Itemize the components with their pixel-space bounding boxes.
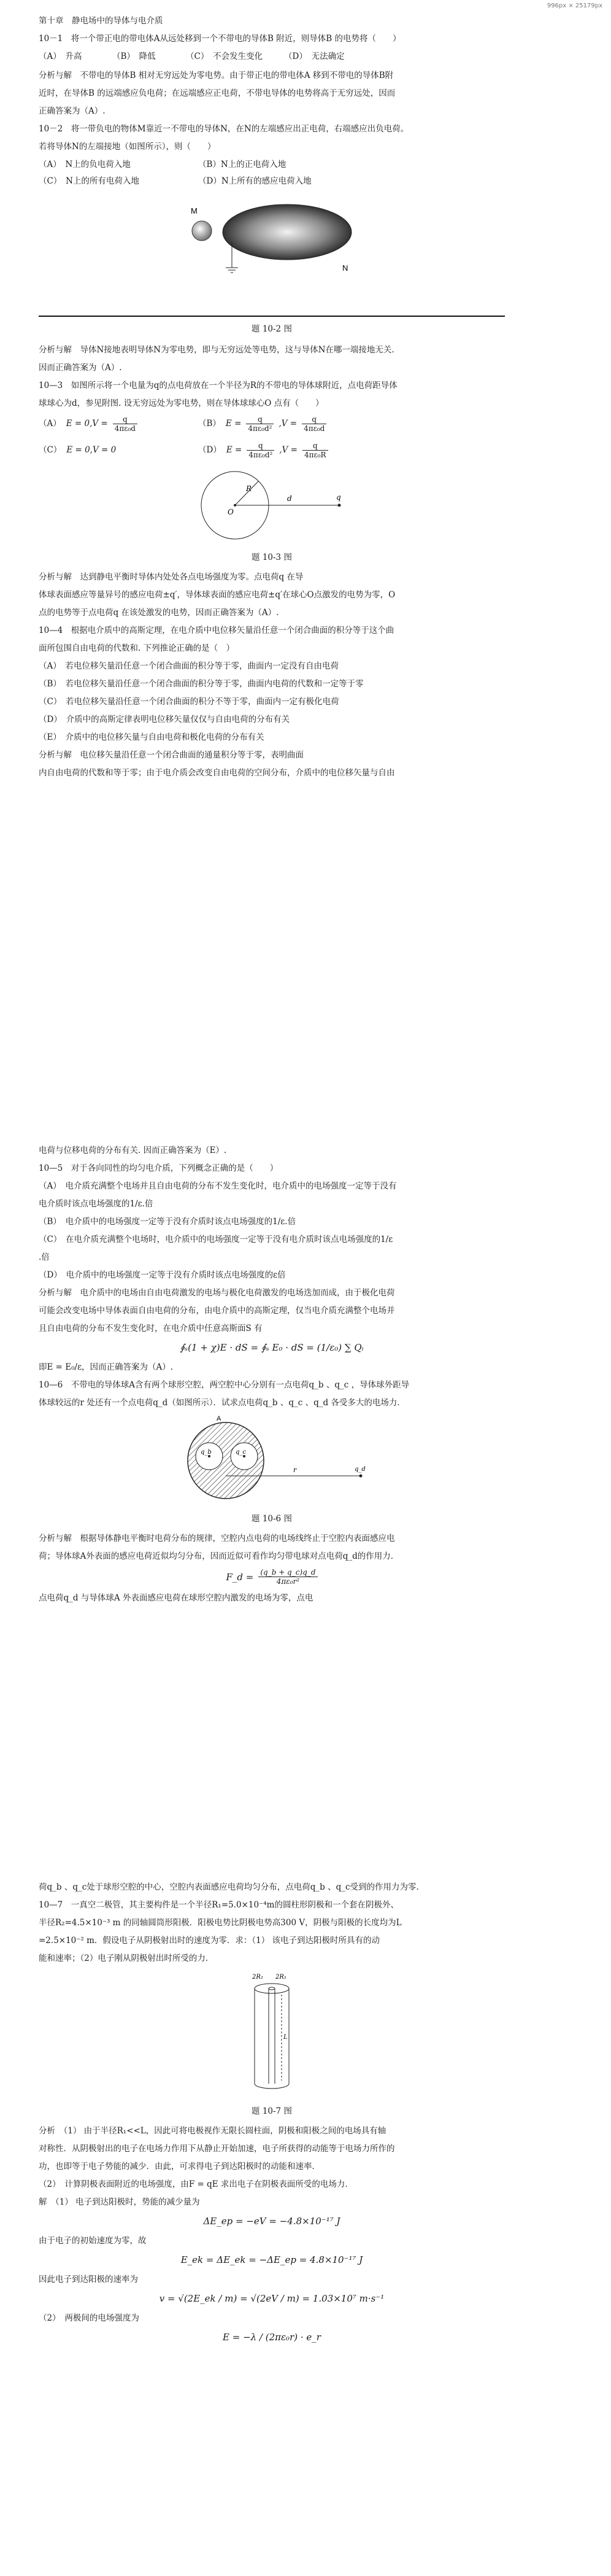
question-10-6-line-1: 10—6 不带电的导体球A含有两个球形空腔，两空腔中心分别有一点电荷q_b 、q_c ，导体球外距导 — [39, 1380, 410, 1390]
option-b: （B） 降低 — [112, 52, 156, 61]
question-10-3-line-2: 球球心为d，参见附图. 设无穷远处为零电势，则在导体球球心O 点有（ ） — [39, 398, 324, 408]
answer-10-5-line-1: 分析与解 电介质中的电场由自由电荷激发的电场与极化电荷激发的电场迭加而成，由于极化电荷 — [39, 1288, 395, 1298]
page-1 — [39, 15, 505, 778]
answer-10-5-conclusion: 即E = E₀/ε，因而正确答案为（A）. — [39, 1362, 174, 1372]
option-c: （C） N上的所有电荷入地 — [39, 176, 139, 186]
option-b: （B） 电介质中的电场强度一定等于没有介质时该点电场强度的1/ε.倍 — [39, 1217, 296, 1227]
option-c: （C） E = 0,V = 0 — [39, 445, 117, 455]
answer-10-1-line-2: 近时，在导体B 的远端感应负电荷；在远端感应正电荷，不带电导体的电势将高于无穷远处，因而 — [39, 88, 396, 98]
answer-10-6-line-2: 荷；导体球A外表面的感应电荷近似均匀分布，因而近似可看作均匀带电球对点电荷q_d的作用力． — [39, 1551, 399, 1561]
option-d: （D） E = $\frac{q}{\text{4πε₀d²}}$ ,V = $\frac{q}{\text{4πε₀R}}$ — [198, 441, 419, 459]
speed-equation: v = √(2E_ek / m) = √(2eV / m) = 1.03×10⁷ m·s⁻¹ — [159, 2293, 385, 2304]
label-n: N — [342, 263, 348, 273]
option-d: （D）N上所有的感应电荷入地 — [198, 176, 312, 186]
question-10-2-line-2: 若将导体N的左端接地（如图所示），则（ ） — [39, 142, 216, 152]
figure-10-3 — [186, 465, 358, 545]
analysis-10-7-line-1: 分析 （1） 由于半径R₁<<L，因此可将电极视作无限长圆柱面，阴极和阳极之间的电场具有轴 — [39, 2126, 386, 2136]
chapter-title: 第十章 静电场中的导体与电介质 — [39, 16, 163, 26]
answer-10-2-line-2: 因而正确答案为（A）. — [39, 363, 122, 373]
field-equation: E = −λ / (2πε₀r) · e_r — [223, 2332, 321, 2343]
answer-10-2-line-1: 分析与解 导体N接地表明导体N为零电势，即与无穷远处等电势，这与导体N在哪一端接地无关. — [39, 345, 394, 355]
options-10-3 — [39, 415, 505, 459]
figure-10-2-caption: 题 10-2 图 — [252, 324, 292, 334]
answer-10-6-line-3: 点电荷q_d 与导体球A 外表面感应电荷在球形空腔内激发的电场为零，点电 — [39, 1593, 313, 1603]
solution-text-2: 因此电子到达阳极的速率为 — [39, 2275, 138, 2284]
anode-top — [255, 1984, 289, 1993]
analysis-10-7-line-4: （2） 计算阴极表面附近的电场强度，由F = qE 求出电子在阴极表面所受的电场力． — [39, 2179, 353, 2189]
option-c-line-2: .倍 — [39, 1252, 50, 1262]
section-rule — [39, 316, 505, 317]
label-r: r — [293, 1466, 297, 1474]
option-e: （E） 介质中的电位移矢量与自由电荷和极化电荷的分布有关 — [39, 732, 264, 742]
option-a: （A） 若电位移矢量沿任意一个闭合曲面的积分等于零，曲面内一定没有自由电荷 — [39, 661, 339, 671]
option-c: （C） 若电位移矢量沿任意一个闭合曲面的积分不等于零，曲面内一定有极化电荷 — [39, 697, 339, 707]
answer-10-3-line-3: 点的电势等于点电荷q 在该处激发的电势，因而正确答案为（A）. — [39, 608, 279, 618]
question-10-7-line-4: 能和速率；（2）电子刚从阴极射出时所受的力． — [39, 1953, 214, 1963]
figure-10-6 — [167, 1414, 376, 1507]
figure-10-3-caption: 题 10-3 图 — [252, 553, 292, 562]
question-10-4-line-1: 10—4 根据电介质中的高斯定理，在电介质中电位移矢量沿任意一个闭合曲面的积分等于这个曲 — [39, 626, 394, 635]
question-10-7-line-1: 10—7 一真空二极管，其主要构件是一个半径R₁=5.0×10⁻⁴m的圆柱形阴极和一个套在阴极外、 — [39, 1900, 399, 1910]
label-a: A — [217, 1415, 221, 1422]
question-10-3-line-1: 10—3 如图所示将一个电量为q的点电荷放在一个半径为R的不带电的导体球附近，点电荷距导体 — [39, 381, 398, 390]
question-10-5: 10—5 对于各向同性的均匀电介质，下列概念正确的是（ ） — [39, 1163, 279, 1173]
question-10-1: 10－1 将一个带正电的带电体A从远处移到一个不带电的导体B 附近，则导体B 的电势将（ ） — [39, 34, 401, 44]
answer-10-5-line-2: 可能会改变电场中导体表面自由电荷的分布，由电介质中的高斯定理，仅当电介质充满整个电场并 — [39, 1306, 395, 1316]
options-10-2 — [39, 158, 505, 188]
label-r: R — [246, 484, 252, 493]
page-gap — [39, 1789, 505, 1881]
label-l: L — [283, 2034, 288, 2041]
cathode-top — [269, 1987, 275, 1990]
point-charge — [338, 504, 341, 507]
document — [39, 15, 505, 2532]
page-size-label: 996px × 25179px — [547, 2, 602, 9]
option-a: （A） E = 0,V = $\frac{q}{\text{4πε₀d}}$ — [39, 415, 198, 433]
option-a: （A） N上的负电荷入地 — [39, 160, 131, 169]
figure-10-7-caption: 题 10-7 图 — [252, 2106, 292, 2116]
sphere-m — [192, 221, 212, 241]
option-b: （B） E = $\frac{q}{\text{4πε₀d²}}$ ,V = $\frac{q}{\text{4πε₀d}}$ — [198, 415, 419, 433]
force-equation: F_d = $\frac{(q\_b + q\_c)q\_d}{\text{4πε₀r²}}$ — [39, 1568, 505, 1586]
option-c-line-1: （C） 在电介质充满整个电场时，电介质中的电场强度一定等于没有电介质时该点电场强度的1/ε — [39, 1235, 393, 1244]
solution-10-7-intro: 解 （1） 电子到达阳极时，势能的减少量为 — [39, 2197, 200, 2207]
page-3 — [39, 1881, 505, 2532]
answer-10-6-line-4: 荷q_b 、q_c处于球形空腔的中心，空腔内表面感应电荷均匀分布，点电荷q_b 、q_c受到的作用力为零. — [39, 1882, 419, 1892]
analysis-10-7-line-2: 对称性．从阴极射出的电子在电场力作用下从静止开始加速，电子所获得的动能等于电场力所作的 — [39, 2144, 395, 2154]
figure-10-2 — [180, 194, 364, 280]
label-m: M — [191, 206, 198, 215]
question-10-2-line-1: 10－2 将一带负电的物体M靠近一不带电的导体N，在N的左端感应出正电荷，右端感应出负电荷。 — [39, 124, 409, 134]
answer-10-3-line-2: 体球表面感应等量异号的感应电荷±q′，导体球表面的感应电荷±q′在球心O点激发的电势为零，O — [39, 590, 396, 600]
option-a-line-2: 电介质时该点电场强度的1/ε.倍 — [39, 1199, 153, 1209]
option-b: （B）N上的正电荷入地 — [198, 160, 286, 169]
option-c: （C） 不会发生变化 — [186, 52, 263, 61]
anode-bottom — [255, 2084, 289, 2089]
figure-10-7 — [235, 1970, 309, 2099]
answer-10-1-line-1: 分析与解 不带电的导体B 相对无穷远处为零电势。由于带正电的带电体A 移到不带电的导体B附 — [39, 71, 394, 80]
answer-10-5-line-3: 且自由电荷的分布不发生变化时，在电介质中任意高斯面S 有 — [39, 1324, 263, 1333]
options-10-1 — [39, 50, 505, 63]
conductor-n — [223, 204, 352, 260]
label-2r1: 2R₁ — [275, 1974, 286, 1980]
solution-text-3: （2） 两极间的电场强度为 — [39, 2313, 139, 2323]
option-d: （D） 介质中的高斯定律表明电位移矢量仅仅与自由电荷的分布有关 — [39, 715, 290, 724]
option-d: （D） 电介质中的电场强度一定等于没有介质时该点电场强度的ε倍 — [39, 1270, 286, 1280]
answer-10-4-line-2: 内自由电荷的代数和等于零；由于电介质会改变自由电荷的空间分布，介质中的电位移矢量与自由 — [39, 768, 395, 778]
option-b: （B） 若电位移矢量沿任意一个闭合曲面的积分等于零，曲面内电荷的代数和一定等于零 — [39, 679, 364, 689]
answer-10-4-line-3: 电荷与位移电荷的分布有关. 因而正确答案为（E）. — [39, 1146, 227, 1155]
option-d: （D） 无法确定 — [284, 52, 345, 61]
answer-10-1-line-3: 正确答案为（A）. — [39, 106, 106, 116]
figure-10-6-caption: 题 10-6 图 — [252, 1514, 292, 1524]
question-10-7-line-3: =2.5×10⁻² m．假设电子从阴极射出时的速度为零．求：（1） 该电子到达阳极时所具有的动 — [39, 1936, 380, 1946]
kinetic-energy-equation: E_ek = ΔE_ek = −ΔE_ep = 4.8×10⁻¹⁷ J — [180, 2254, 363, 2265]
answer-10-6-line-1: 分析与解 根据导体静电平衡时电荷分布的规律，空腔内点电荷的电场线终止于空腔内表面感应电 — [39, 1534, 395, 1543]
solution-text-1: 由于电子的初始速度为零，故 — [39, 2236, 147, 2246]
label-q: q — [336, 493, 341, 502]
question-10-7-line-2: 半径R₂=4.5×10⁻³ m 的同轴圆筒形阳极．阳极电势比阴极电势高300 V，阴极与阳极的长度均为L — [39, 1918, 402, 1928]
label-qd: q_d — [355, 1466, 366, 1473]
label-d: d — [287, 494, 292, 503]
gauss-law-equation: ∮ₛ(1 + χ)E · dS = ∮ₛ E₀ · dS = (1/ε₀) ∑ Qᵢ — [180, 1342, 364, 1353]
page-gap — [39, 635, 505, 1144]
label-2r2: 2R₂ — [252, 1974, 263, 1980]
answer-10-4-line-1: 分析与解 电位移矢量沿任意一个闭合曲面的通量积分等于零，表明曲面 — [39, 750, 304, 760]
label-qb: q_b — [201, 1449, 212, 1456]
question-10-6-line-2: 体球较远的r 处还有一个点电荷q_d（如图所示）．试求点电荷q_b 、q_c 、q_d 各受多大的电场力． — [39, 1398, 405, 1408]
page-2 — [39, 1144, 505, 1789]
option-a-line-1: （A） 电介质充满整个电场并且自由电荷的分布不发生变化时，电介质中的电场强度一定等于没有 — [39, 1181, 397, 1191]
center-point — [234, 504, 236, 506]
charge-d — [359, 1475, 363, 1478]
answer-10-3-line-1: 分析与解 达到静电平衡时导体内处处各点电场强度为零。点电荷q 在导 — [39, 572, 304, 582]
label-o: O — [228, 508, 234, 516]
label-qc: q_c — [236, 1449, 247, 1456]
option-a: （A） 升高 — [39, 52, 82, 61]
analysis-10-7-line-3: 功，也即等于电子势能的减少．由此，可求得电子到达阳极时的动能和速率． — [39, 2162, 320, 2171]
energy-loss-equation: ΔE_ep = −eV = −4.8×10⁻¹⁷ J — [203, 2216, 340, 2227]
question-10-4-line-2: 面所包围自由电荷的代数和. 下列推论正确的是（ ） — [39, 643, 235, 653]
